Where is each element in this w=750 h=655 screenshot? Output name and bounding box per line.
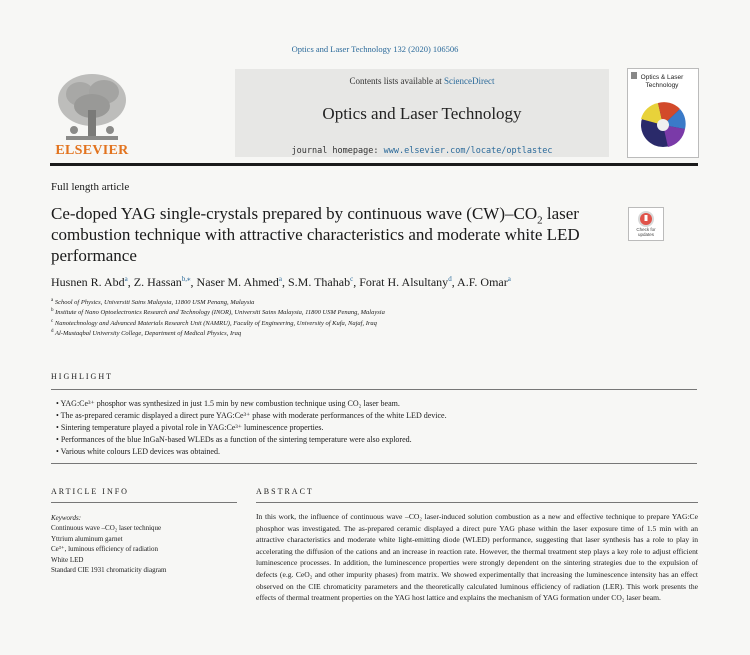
cover-title: Optics & Laser Technology [640, 74, 684, 89]
title-part-b: laser combustion technique with attractive characteristics and moderate white LED performance [51, 204, 580, 265]
highlight-heading: HIGHLIGHT [51, 372, 113, 381]
highlight-item: • YAG:Ce³⁺ phosphor was synthesized in just 1.5 min by new combustion technique using CO₂ laser beam. [56, 398, 696, 410]
title-subscript: 2 [537, 214, 543, 227]
author[interactable]: Z. Hassan$^{b,⁎}$ [133, 275, 191, 289]
article-title [51, 203, 621, 266]
header-rule [50, 163, 698, 166]
abstract-rule [256, 502, 698, 503]
keyword: Yttrium aluminum garnet [51, 534, 123, 543]
abstract-text: In this work, the influence of continuous wave –CO₂ laser-induced solution combustion as a new and effective technique to prepare YAG:Ce phosphor was investigated. The as-prepared ceramic displayed a direct pure YAG phase within the laser exposure time of 1.5 min with an attractive characteristics and moderate white light-emitting diode (WLED) performance, suggesting that laser synthesis has a role to play in accelerating the diffusion of the cations and an increase in reaction rate. However, the thermal treatment step plays a key role to adjust efficient luminescence processes. In addition, the luminescence properties were strongly dependent on the sintering strategies due to the expulsion of defects (e.g. CeO₂ and other impurity phases) from matrix. We showed experimentally that increasing the luminescence intensity has an effect observed on the CIE chromaticity parameters and the theoretically calculated luminous efficiency of radiation (LER). This work presents the effects of thermal treatment properties on the YAG host lattice and explains the mechanism of YAG formation under CO₂ laser beam. [256, 512, 698, 603]
highlight-list [56, 398, 696, 458]
highlight-item: • The as-prepared ceramic displayed a direct pure YAG:Ce³⁺ phase with moderate performances of the white LED device. [56, 410, 696, 422]
contents-line [235, 76, 609, 86]
affiliation: $^a$ School of Physics, Universiti Sains Malaysia, 11800 USM Penang, Malaysia [51, 297, 255, 306]
journal-title: Optics and Laser Technology [322, 104, 522, 123]
article-info-heading: ARTICLE INFO [51, 487, 129, 496]
affiliation: $^b$ Institute of Nano Optoelectronics Research and Technology (INOR), Universiti Sains Malaysia, 11800 USM Penang, Malaysia [51, 308, 385, 317]
abstract-heading: ABSTRACT [256, 487, 314, 496]
contents-prefix: Contents lists available at [349, 76, 444, 86]
sciencedirect-link[interactable]: ScienceDirect [444, 76, 495, 86]
affiliation: $^c$ Nanotechnology and Advanced Materials Research Unit (NAMRU), Faculty of Engineering, University of Kufa, Najaf, Iraq [51, 318, 377, 327]
article-type: Full length article [51, 181, 130, 193]
author[interactable]: Naser M. Ahmed$^a$ [196, 275, 282, 289]
title-part-a: Ce-doped YAG single-crystals prepared by continuous wave (CW)–CO [51, 204, 538, 223]
keywords-block [51, 513, 241, 575]
highlight-item: • Performances of the blue InGaN-based WLEDs as a function of the sintering temperature were also explored. [56, 434, 696, 446]
highlight-item: • Various white colours LED devices was obtained. [56, 446, 696, 458]
check-updates-label: Check for updates [636, 227, 656, 237]
keyword: Ce³⁺, luminous efficiency of radiation [51, 545, 158, 554]
keyword: Continuous wave –CO₂ laser technique [51, 524, 162, 533]
publisher-wordmark[interactable]: ELSEVIER [55, 143, 129, 158]
journal-homepage-line [235, 146, 609, 156]
author-list: Husnen R. Abd$^a$, Z. Hassan$^{b,⁎}$, Naser M. Ahmed$^a$, S.M. Thahab$^c$, Forat H. Alsultany$^d$, A.F. Omar$^a$ [51, 275, 511, 289]
highlight-bottom-rule [51, 463, 697, 464]
journal-citation[interactable]: Optics and Laser Technology 132 (2020) 106506 [291, 44, 459, 54]
affiliation: $^d$ Al-Mustaqbal University College, Department of Medical Physics, Iraq [51, 328, 242, 337]
affiliations [51, 298, 711, 339]
keywords-label: Keywords: [51, 514, 82, 522]
author[interactable]: A.F. Omar$^a$ [457, 275, 511, 289]
keyword: Standard CIE 1931 chromaticity diagram [51, 566, 167, 575]
homepage-link[interactable]: www.elsevier.com/locate/optlastec [383, 146, 553, 156]
highlight-top-rule [51, 389, 697, 390]
keyword: White LED [51, 555, 84, 564]
article-info-rule [51, 502, 237, 503]
author[interactable]: S.M. Thahab$^c$ [287, 275, 354, 289]
homepage-prefix: journal homepage: [291, 146, 384, 156]
highlight-item: • Sintering temperature played a pivotal role in YAG:Ce³⁺ luminescence properties. [56, 422, 696, 434]
author[interactable]: Husnen R. Abd$^a$ [51, 275, 128, 289]
author[interactable]: Forat H. Alsultany$^d$ [359, 275, 452, 289]
